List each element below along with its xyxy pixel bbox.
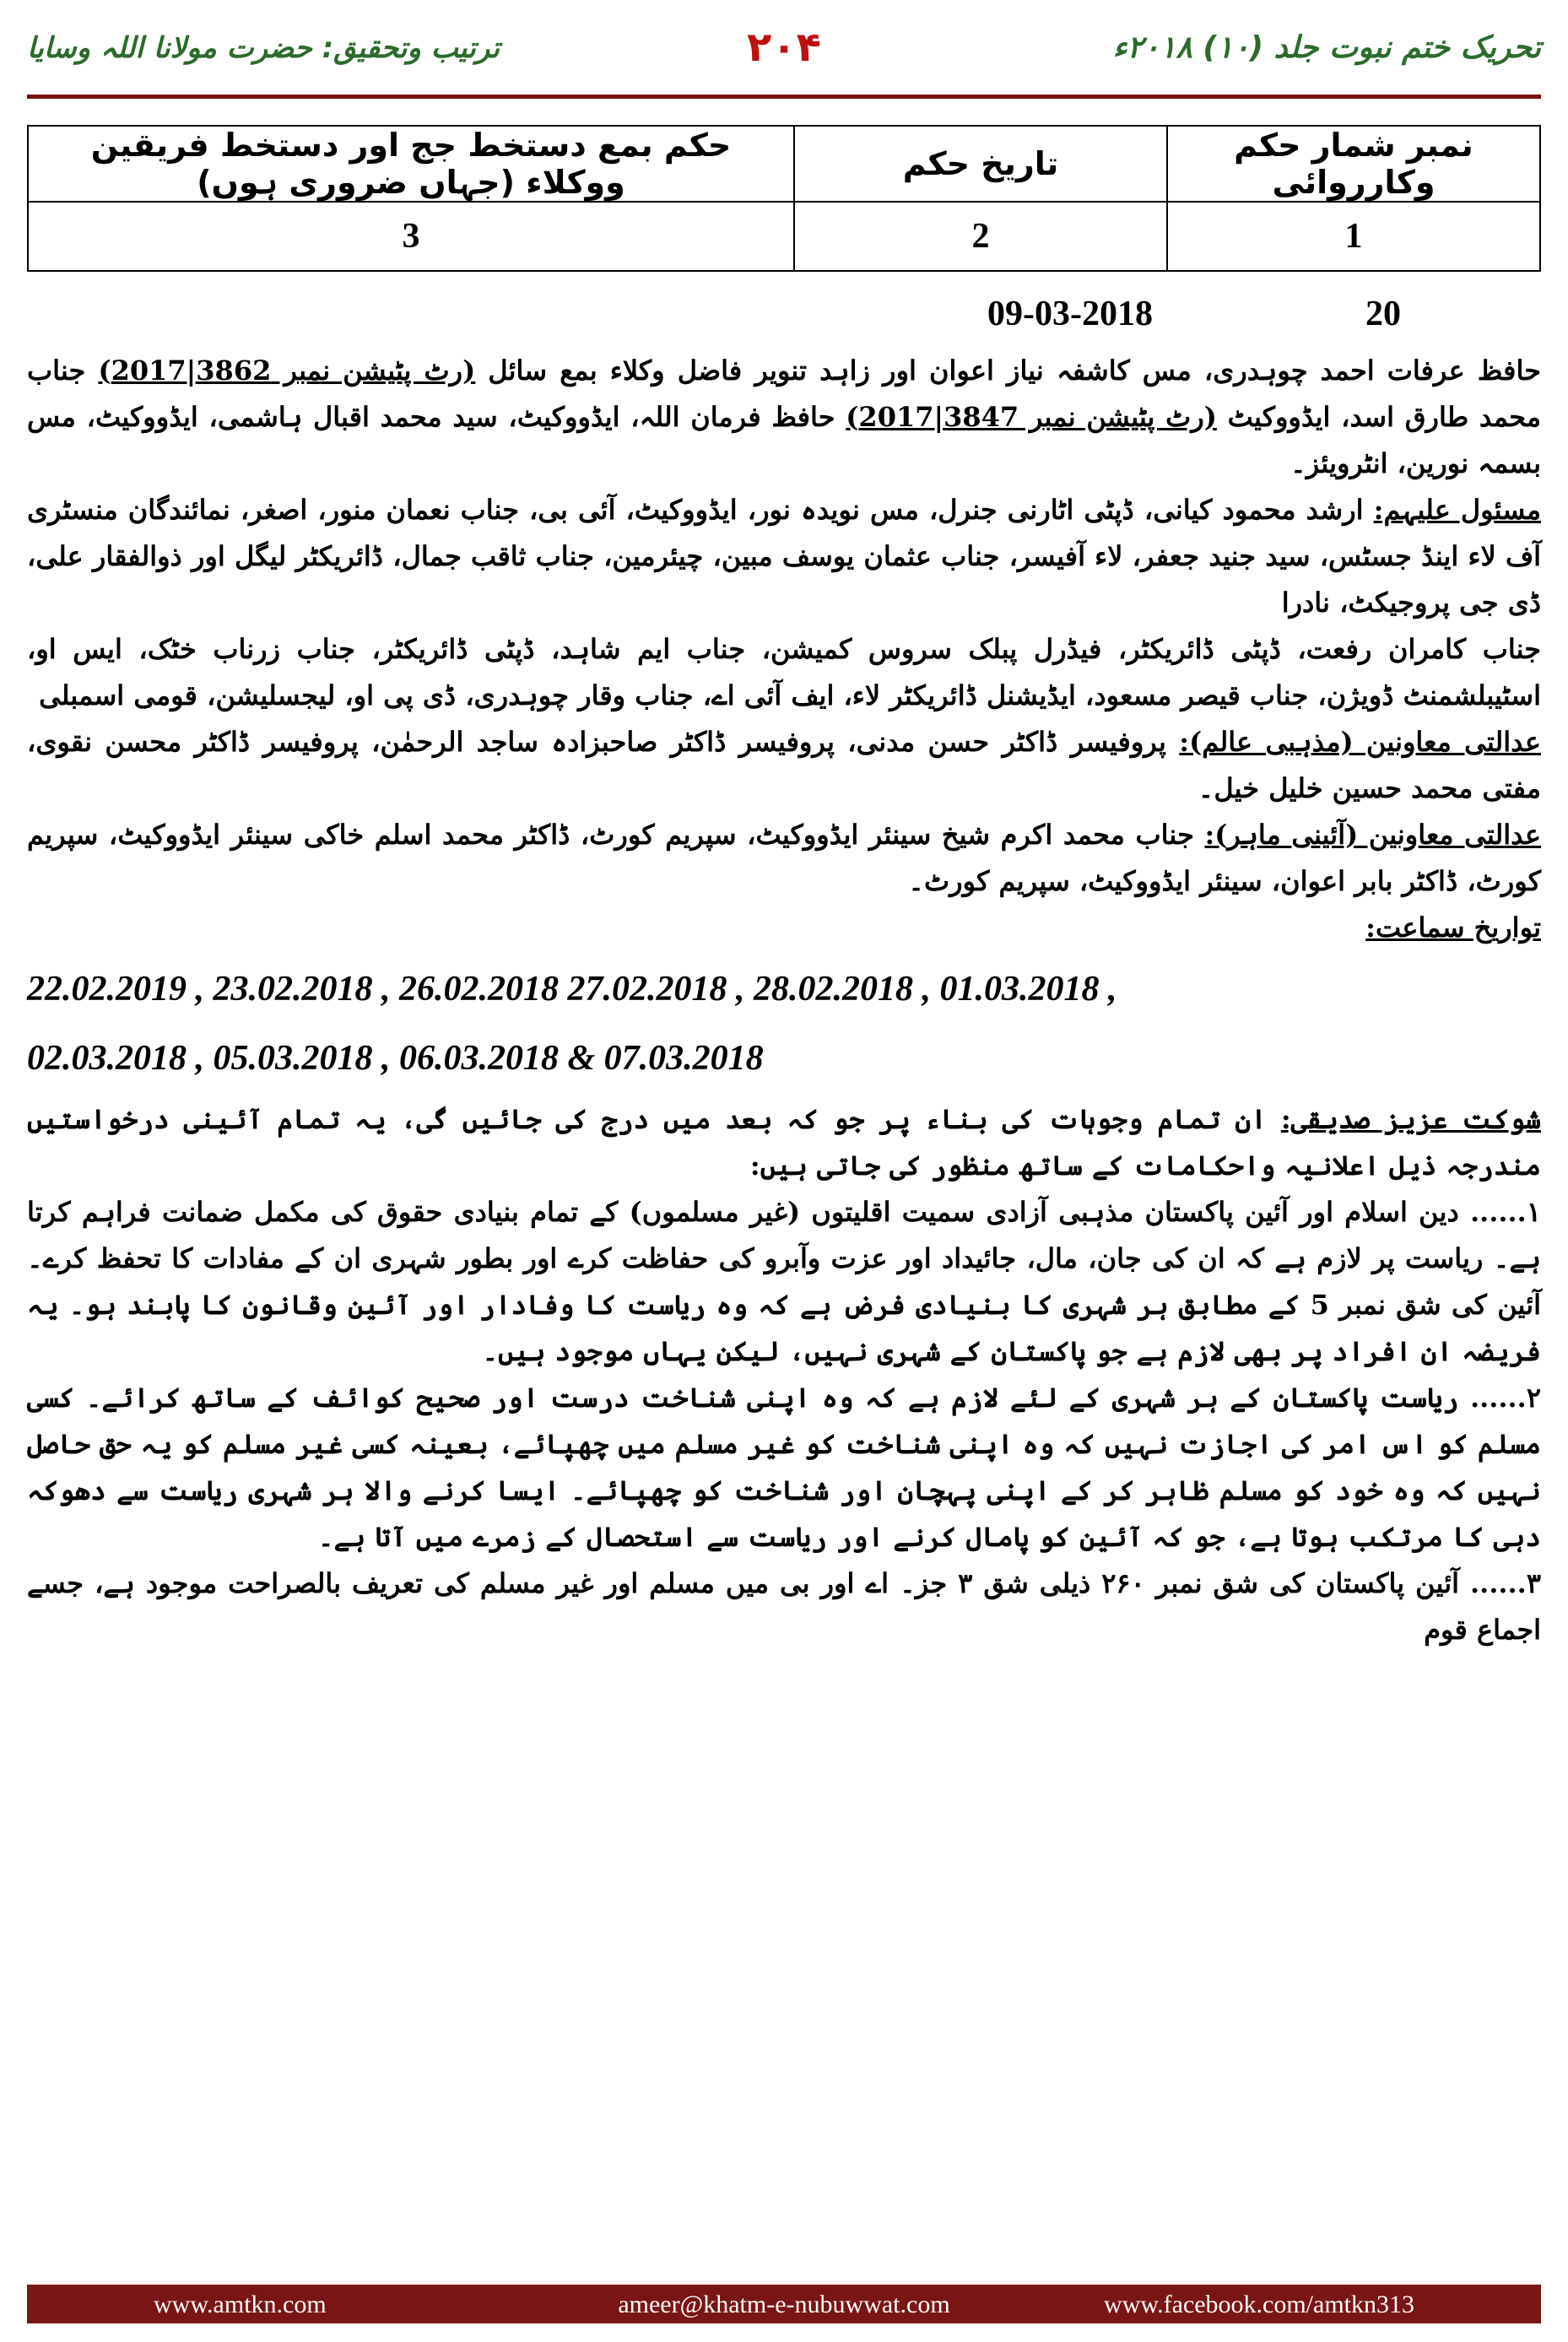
hearing-dates-line: 02.03.2018 , 05.03.2018 , 06.03.2018 & 07.03.2018 — [27, 1039, 764, 1078]
table-cell: 3 — [28, 202, 794, 271]
table-cell: 1 — [1167, 202, 1540, 271]
entry-number: 20 — [1365, 295, 1401, 333]
table-cell: 2 — [794, 202, 1167, 271]
petitioners-paragraph: حافظ عرفات احمد چوہدری، مس کاشفہ نیاز اعوان اور زاہد تنویر فاضل وکلاء بمع سائل (رٹ پٹیشن نمبر 3862|2017) جناب محمد طارق اسد، ایڈووکیٹ (رٹ پٹیشن نمبر 3847|2017) حافظ فرمان اللہ، ایڈووکیٹ، سید محمد اقبال ہاشمی، ایڈووکیٹ، مس بسمہ نورین، انٹرویئز۔ — [27, 354, 1542, 479]
amici-religious-label: عدالتی معاونین (مذہبی عالم): — [1179, 726, 1542, 758]
table-header-cell: حکم بمع دستخط جج اور دستخط فریقین ووکلاء (جہاں ضروری ہوں) — [28, 126, 794, 202]
table-header-cell: تاریخ حکم — [794, 126, 1167, 202]
amici-constitutional-paragraph: عدالتی معاونین (آئینی ماہر): جناب محمد اکرم شیخ سینئر ایڈووکیٹ، سپریم کورٹ، ڈاکٹر محمد اسلم خاکی سینئر ایڈووکیٹ، سپریم کورٹ، ڈاکٹر بابر اعوان، سینئر ایڈووکیٹ، سپریم کورٹ۔ — [27, 819, 1542, 897]
hearing-dates-label: تواریخ سماعت: — [1365, 911, 1541, 944]
respondents-label: مسئول علیہم: — [1373, 494, 1542, 526]
table-header-row — [28, 126, 1540, 202]
respondents-paragraph: مسئول علیہم: ارشد محمود کیانی، ڈپٹی اٹارنی جنرل، مس نویدہ نور، ایڈووکیٹ، آئی بی، جناب نعمان منور، اصغر، نمائندگان منسٹری آف لاء اینڈ جسٹس، سید جنید جعفر، لاء آفیسر، جناب عثمان یوسف مبین، چیئرمین، جناب ثاقب جمال، ڈائریکٹر لیگل اور ذوالفقار علی، ڈی جی پروجیکٹ، نادرا — [27, 494, 1542, 619]
page-footer — [27, 2285, 1541, 2323]
compiler-credit: ترتیب وتحقیق: حضرت مولانا اللہ وسایا — [27, 31, 500, 65]
table-header-cell: نمبر شمار حکم وکارروائی — [1167, 126, 1540, 202]
order-table — [27, 125, 1541, 272]
judgment-paragraph: شوکت عزیز صدیقی: ان تمام وجوہات کی بناء پر جو کہ بعد میں درج کی جائیں گی، یہ تمام آئینی درخواستیں مندرجہ ذیل اعلانیہ واحکامات کے ساتھ منظور کی جاتی ہیں: — [27, 1103, 1541, 1182]
declaration-item-3: ۳...... آئین پاکستان کی شق نمبر ۲۶۰ ذیلی شق ۳ جز۔ اے اور بی میں مسلم اور غیر مسلم کی تعریف بالصراحت موجود ہے، جسے اجماع قوم — [27, 1567, 1542, 1646]
judge-name: شوکت عزیز صدیقی: — [1280, 1103, 1541, 1135]
book-title: تحریک ختم نبوت جلد (۱۰) ۲۰۱۸ء — [1112, 30, 1541, 65]
entry-date: 09-03-2018 — [987, 295, 1153, 333]
website-link[interactable]: www.amtkn.com — [154, 2291, 327, 2318]
declaration-item-2: ۲...... ریاست پاکستان کے ہر شہری کے لئے لازم ہے کہ وہ اپنی شناخت درست اور صحیح کوائف کے ساتھ کرائے۔ کسی مسلم کو اس امر کی اجازت نہیں کہ وہ اپنی شناخت کو غیر مسلم میں چھپائے، بعینہ کسی غیر مسلم کو یہ حق حاصل نہیں کہ وہ خود کو مسلم ظاہر کر کے اپنی پہچان اور شناخت کو چھپائے۔ ایسا کرنے والا ہر شہری ریاست سے دھوکہ دہی کا مرتکب ہوتا ہے، جو کہ آئین کو پامال کرنے اور ریاست سے استحصال کے زمرے میں آتا ہے۔ — [27, 1382, 1542, 1553]
hearing-dates — [27, 951, 1541, 1096]
page-header — [27, 24, 1541, 83]
order-body — [27, 348, 1541, 1653]
petition-ref: (رٹ پٹیشن نمبر 3862|2017) — [98, 354, 476, 387]
facebook-link[interactable]: www.facebook.com/amtkn313 — [1104, 2291, 1414, 2318]
header-divider — [27, 95, 1541, 99]
page-number: ۲۰۴ — [747, 24, 821, 71]
entry-row — [27, 285, 1541, 344]
amici-constitutional-label: عدالتی معاونین (آئینی ماہر): — [1204, 819, 1542, 851]
table-number-row — [28, 202, 1540, 271]
amici-religious-paragraph: عدالتی معاونین (مذہبی عالم): پروفیسر ڈاکٹر حسن مدنی، پروفیسر ڈاکٹر صاحبزادہ ساجد الرحمٰن، پروفیسر ڈاکٹر محسن نقوی، مفتی محمد حسین خلیل خیل۔ — [27, 726, 1542, 804]
email-link[interactable]: ameer@khatm-e-nubuwwat.com — [618, 2291, 950, 2318]
petition-ref: (رٹ پٹیشن نمبر 3847|2017) — [846, 401, 1217, 433]
hearing-dates-line: 22.02.2019 , 23.02.2018 , 26.02.2018 27.02.2018 , 28.02.2018 , 01.03.2018 , — [27, 970, 1117, 1009]
declaration-item-1: ۱...... دین اسلام اور آئین پاکستان مذہبی آزادی سمیت اقلیتوں (غیر مسلموں) کے تمام بنیادی حقوق کی مکمل ضمانت فراہم کرتا ہے۔ ریاست پر لازم ہے کہ ان کی جان، مال، جائیداد اور عزت وآبرو کی حفاظت کرے اور بطور شہری ان کے مفادات کا تحفظ کرے۔ آئین کی شق نمبر 5 کے مطابق ہر شہری کا بنیادی فرض ہے کہ وہ ریاست کا وفادار اور آئین وقانون کا پابند ہو۔ یہ فریضہ ان افراد پر بھی لازم ہے جو پاکستان کے شہری نہیں، لیکن یہاں موجود ہیں۔ — [27, 1196, 1542, 1367]
officials-paragraph: جناب کامران رفعت، ڈپٹی ڈائریکٹر، فیڈرل پبلک سروس کمیشن، جناب ایم شاہد، ڈپٹی ڈائریکٹر، جناب زرناب خٹک، ایس او، اسٹیبلشمنٹ ڈویژن، جناب قیصر مسعود، ایڈیشنل ڈائریکٹر لاء، ایف آئی اے، جناب وقار چوہدری، ڈی پی او، لیجسلیشن، قومی اسمبلی — [27, 633, 1542, 711]
